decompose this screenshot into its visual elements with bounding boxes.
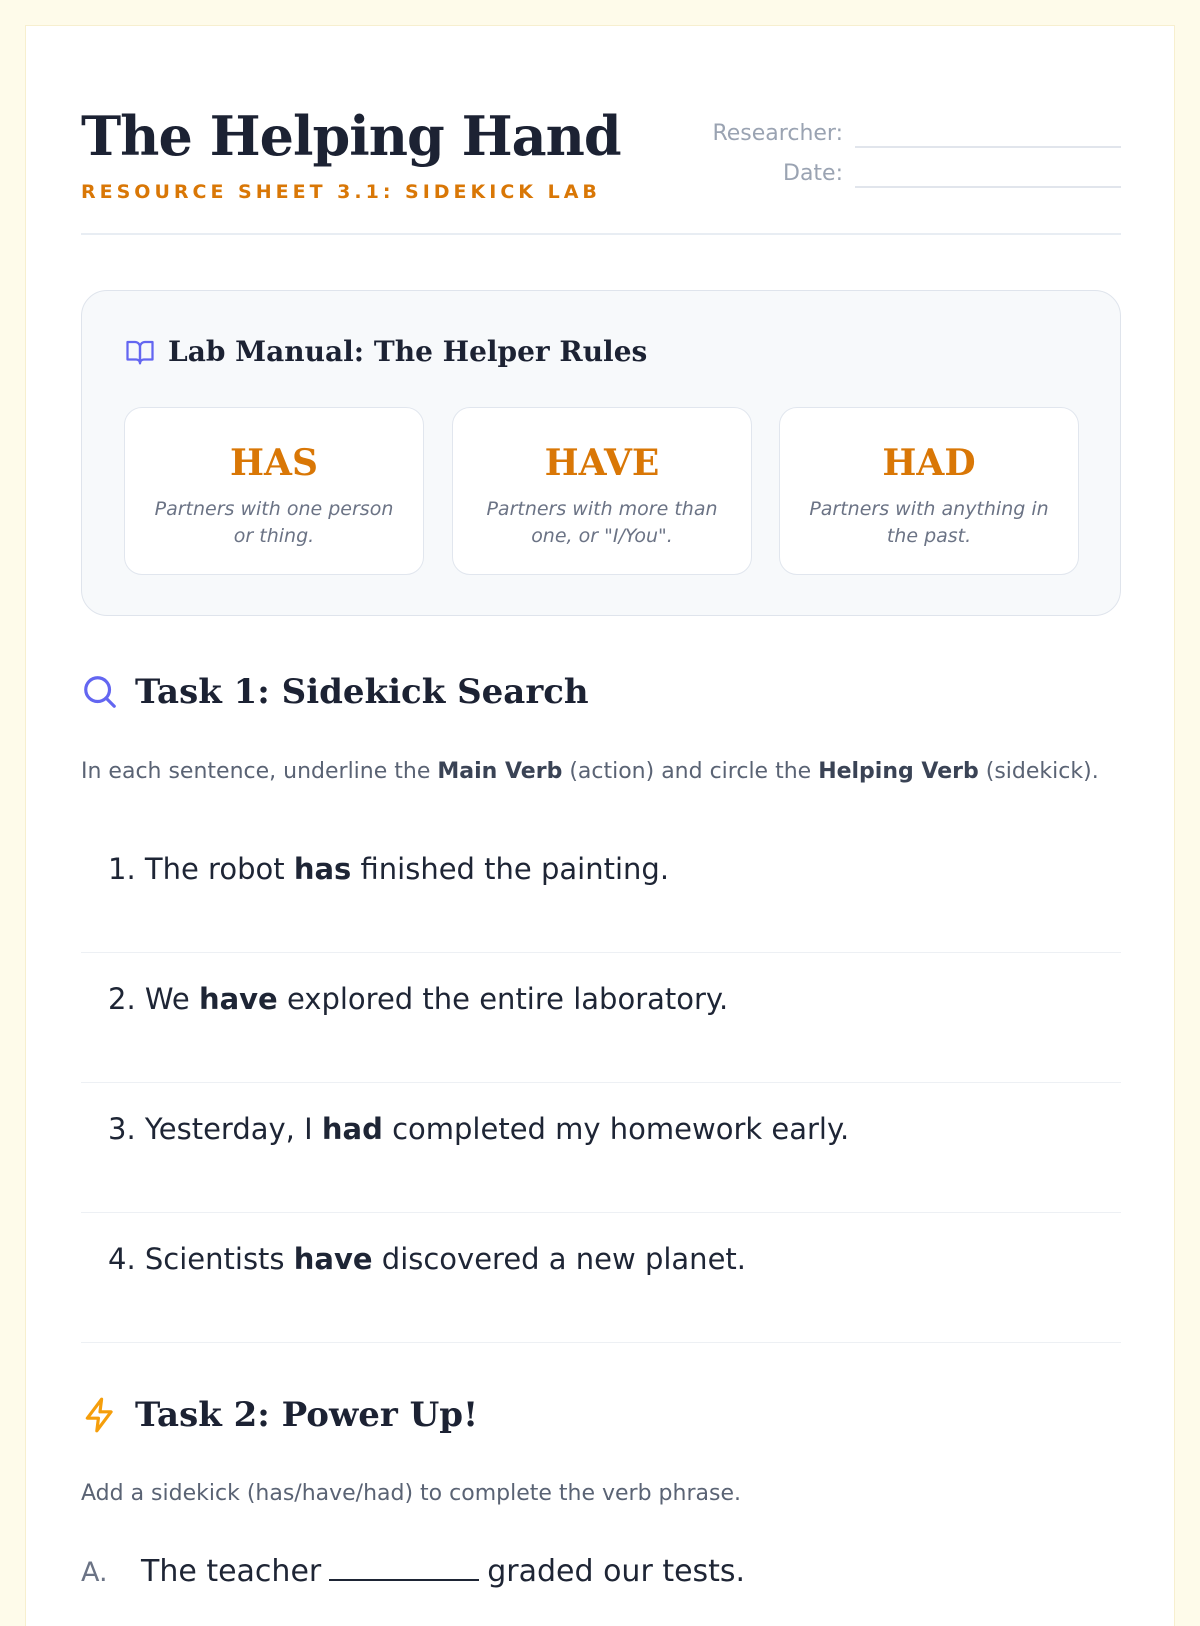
instruction-text: (sidekick). [978,759,1099,784]
rule-description: Partners with anything in the past. [809,498,1049,547]
sentence-item [81,822,1121,953]
task1-heading [81,672,589,712]
sentence-part: discovered a new planet. [372,1242,746,1276]
lab-manual-title: Lab Manual: The Helper Rules [168,335,648,368]
item-letter: A. [81,1557,108,1588]
sentence-item [81,952,1121,1083]
researcher-field[interactable] [855,118,1121,148]
sentence-item [81,1082,1121,1213]
instruction-helping-verb: Helping Verb [818,759,979,784]
task2-title: Task 2: Power Up! [135,1395,478,1435]
rule-description: Partners with one person or thing. [154,498,394,547]
worksheet-page [26,26,1174,1626]
sentence-text[interactable] [108,1242,746,1276]
rule-card-had [779,407,1079,575]
helping-verb: have [198,982,278,1016]
rule-word: HAD [882,442,976,484]
sentence-text[interactable] [108,1112,849,1146]
sentence-part: 4. Scientists [108,1242,294,1276]
lab-manual-box [81,290,1121,616]
book-open-icon [124,337,156,367]
sentence-part: 2. We [108,982,199,1016]
fill-text-before: The teacher [141,1554,322,1589]
sentence-item [81,1212,1121,1343]
sentence-part: 1. The robot [108,852,294,886]
sentence-part: explored the entire laboratory. [277,982,729,1016]
date-field[interactable] [855,158,1121,188]
sentence-part: completed my homework early. [382,1112,850,1146]
task1-title: Task 1: Sidekick Search [135,672,589,712]
sentence-part: 3. Yesterday, I [108,1112,322,1146]
task2-heading [81,1395,478,1435]
rule-card-has [124,407,424,575]
helping-verb: have [293,1242,373,1276]
helping-verb: had [321,1112,383,1146]
header-divider [81,233,1121,235]
sentence-text[interactable] [108,852,669,886]
fill-blank[interactable] [329,1555,479,1581]
instruction-text: (action) and circle the [562,759,819,784]
fill-text-after: graded our tests. [487,1554,746,1589]
lab-manual-heading [124,335,647,368]
page-title: The Helping Hand [81,104,621,168]
date-row [701,148,1121,188]
date-label: Date: [783,161,843,186]
rule-word: HAVE [544,442,660,484]
sentence-part: finished the painting. [351,852,670,886]
search-icon [81,673,119,711]
instruction-text: In each sentence, underline the [81,759,438,784]
fill-in-item [81,1554,745,1589]
rule-description: Partners with more than one, or "I/You". [486,498,718,547]
researcher-label: Researcher: [712,121,843,146]
rule-card-have [452,407,752,575]
rule-word: HAS [230,442,318,484]
helping-verb: has [293,852,352,886]
instruction-main-verb: Main Verb [437,759,563,784]
task1-instruction [81,759,1099,784]
researcher-row [701,108,1121,148]
task2-instruction: Add a sidekick (has/have/had) to complete the verb phrase. [81,1481,741,1506]
researcher-info [701,108,1121,188]
sentence-text[interactable] [108,982,728,1016]
lightning-icon [81,1395,119,1435]
page-subtitle: RESOURCE SHEET 3.1: SIDEKICK LAB [81,181,601,203]
